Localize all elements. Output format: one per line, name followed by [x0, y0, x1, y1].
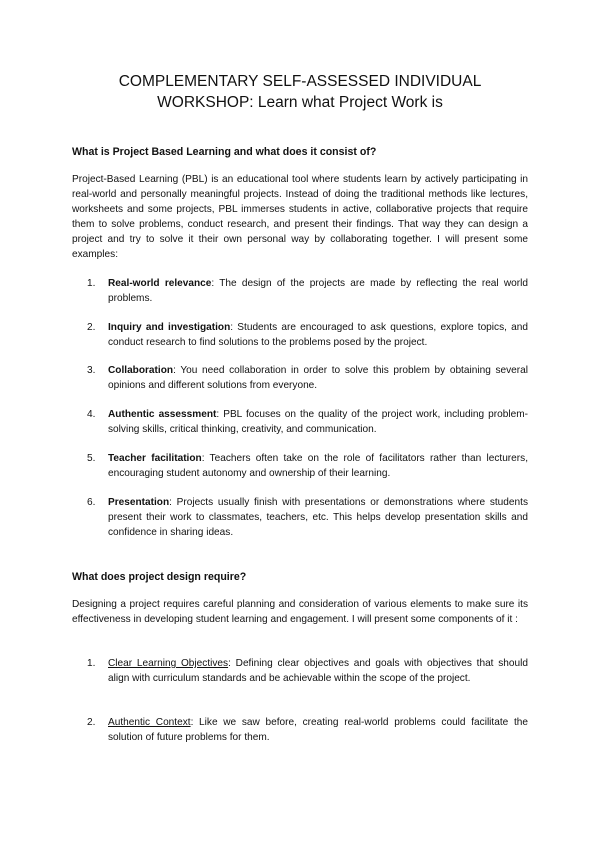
section-intro-pbl: Project-Based Learning (PBL) is an educational tool where students learn by actively participating in real-world and personally meaningful projects. Instead of doing the traditional methods like lectures, worksheets and some projects, PBL immerses students in active, collaborative projects that require them to solve problems, conduct research, and present their findings. That way they can design a project and try to solve it their own personal way by collaborating together. I will present some examples: — [72, 174, 528, 260]
list-text: : You need collaboration in order to solve this problem by obtaining several opinions and different solutions from everyone. — [108, 365, 528, 391]
list-term: Clear Learning Objectives — [108, 658, 229, 669]
list-item — [87, 451, 528, 481]
list-term: Authentic assessment — [108, 409, 217, 420]
list-text: : PBL focuses on the quality of the project work, including problem-solving skills, critical thinking, creativity, and communication. — [108, 409, 528, 435]
list-text: : Defining clear objectives and goals with objectives that should align with curriculum standards and be achievable within the scope of the project. — [108, 658, 528, 684]
list-item — [87, 363, 528, 393]
list-text: : Students are encouraged to ask questions, explore topics, and conduct research to find solutions to the problems posed by the project. — [108, 322, 528, 348]
list-text: : Like we saw before, creating real-world problems could facilitate the solution of future problems for them. — [108, 717, 528, 743]
title-line-1: COMPLEMENTARY SELF-ASSESSED INDIVIDUAL — [118, 73, 482, 90]
list-term: Teacher facilitation — [108, 453, 202, 464]
list-number: 2. — [87, 717, 96, 728]
list-number: 1. — [87, 658, 96, 669]
section-heading-pbl: What is Project Based Learning and what does it consist of? — [72, 146, 377, 158]
list-number: 6. — [87, 497, 96, 508]
section-heading-design: What does project design require? — [72, 571, 247, 583]
list-text: : Projects usually finish with presentations or demonstrations where students present their work to classmates, teachers, etc. This helps develop presentation skills and confidence in sharing ideas. — [108, 497, 528, 538]
list-term: Authentic Context — [108, 717, 191, 728]
list-number: 4. — [87, 409, 96, 420]
list-term: Real-world relevance — [108, 278, 212, 289]
list-item — [87, 407, 528, 437]
list-term: Inquiry and investigation — [108, 322, 231, 333]
list-number: 5. — [87, 453, 96, 464]
document-title — [60, 71, 540, 113]
list-number: 1. — [87, 278, 96, 289]
list-text: : The design of the projects are made by reflecting the real world problems. — [108, 278, 528, 304]
list-text: : Teachers often take on the role of facilitators rather than lecturers, encouraging student autonomy and ownership of their learning. — [108, 453, 528, 479]
list-item — [87, 495, 528, 540]
section-intro-design: Designing a project requires careful planning and consideration of various elements to make sure its effectiveness in developing student learning and engagement. I will present some components of it : — [72, 599, 528, 625]
list-item — [87, 276, 528, 306]
list-number: 3. — [87, 365, 96, 376]
list-term: Collaboration — [108, 365, 174, 376]
list-item — [87, 656, 528, 686]
list-term: Presentation — [108, 497, 170, 508]
list-item — [87, 715, 528, 745]
list-item — [87, 320, 528, 350]
list-number: 2. — [87, 322, 96, 333]
title-line-2: WORKSHOP: Learn what Project Work is — [157, 94, 443, 111]
